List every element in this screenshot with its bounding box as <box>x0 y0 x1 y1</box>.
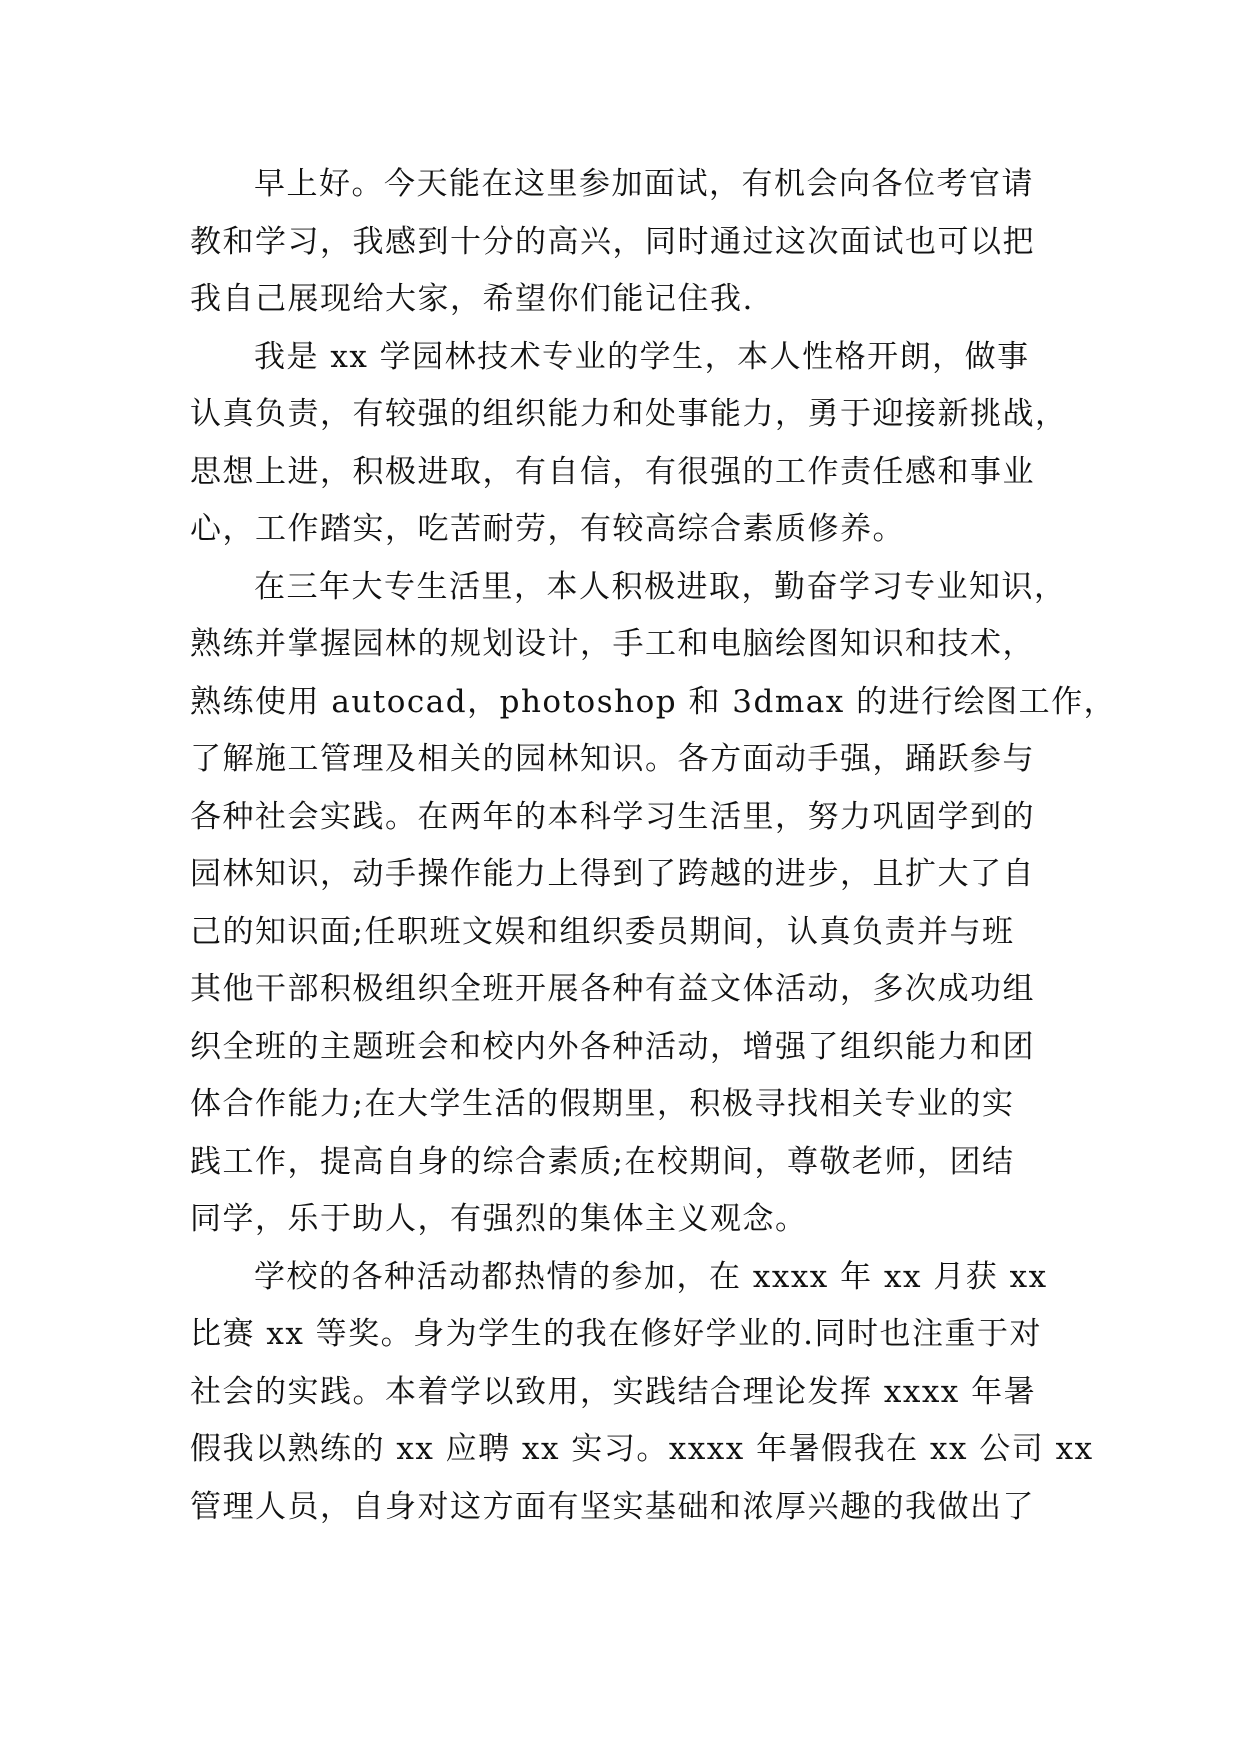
text-line: 了解施工管理及相关的园林知识。各方面动手强，踊跃参与 <box>190 741 1035 777</box>
text-line: 管理人员，自身对这方面有坚实基础和浓厚兴趣的我做出了 <box>190 1488 1035 1525</box>
text-line: 熟练并掌握园林的规划设计，手工和电脑绘图知识和技术， <box>190 626 1035 662</box>
text-line: 假我以熟练的 xx 应聘 xx 实习。xxxx 年暑假我在 xx 公司 xx <box>190 1431 1094 1467</box>
paragraph-greeting <box>190 156 1060 329</box>
text-line: 己的知识面;任职班文娱和组织委员期间，认真负责并与班 <box>190 913 1015 950</box>
text-line: 思想上进，积极进取，有自信，有很强的工作责任感和事业 <box>190 453 1035 490</box>
text-line: 早上好。今天能在这里参加面试，有机会向各位考官请 <box>254 166 1034 202</box>
text-line: 我是 xx 学园林技术专业的学生，本人性格开朗，做事 <box>254 338 1030 375</box>
text-line: 我自己展现给大家，希望你们能记住我. <box>190 281 754 317</box>
text-line: 织全班的主题班会和校内外各种活动，增强了组织能力和团 <box>190 1028 1035 1065</box>
text-line: 体合作能力;在大学生活的假期里，积极寻找相关专业的实 <box>190 1086 1015 1122</box>
text-line: 践工作，提高自身的综合素质;在校期间，尊敬老师，团结 <box>190 1143 1015 1180</box>
text-line: 同学，乐于助人，有强烈的集体主义观念。 <box>190 1201 808 1237</box>
text-line: 社会的实践。本着学以致用，实践结合理论发挥 xxxx 年暑 <box>190 1373 1037 1410</box>
text-line: 园林知识，动手操作能力上得到了跨越的进步，且扩大了自 <box>190 856 1035 892</box>
document-body <box>190 156 1117 1536</box>
paragraph-study-experience <box>190 559 1117 1249</box>
paragraph-self-introduction <box>190 329 1068 559</box>
text-line: 学校的各种活动都热情的参加，在 xxxx 年 xx 月获 xx <box>254 1258 1048 1295</box>
text-line: 认真负责，有较强的组织能力和处事能力，勇于迎接新挑战， <box>190 396 1068 432</box>
text-line: 其他干部积极组织全班开展各种有益文体活动，多次成功组 <box>190 971 1035 1007</box>
text-line: 心，工作踏实，吃苦耐劳，有较高综合素质修养。 <box>190 511 905 547</box>
text-line: 比赛 xx 等奖。身为学生的我在修好学业的.同时也注重于对 <box>190 1316 1043 1352</box>
text-line: 熟练使用 autocad，photoshop 和 3dmax 的进行绘图工作， <box>190 683 1117 720</box>
text-line: 在三年大专生活里，本人积极进取，勤奋学习专业知识， <box>254 568 1067 605</box>
text-line: 各种社会实践。在两年的本科学习生活里，努力巩固学到的 <box>190 798 1035 835</box>
paragraph-activities <box>190 1249 1094 1537</box>
text-line: 教和学习，我感到十分的高兴，同时通过这次面试也可以把 <box>190 223 1035 260</box>
